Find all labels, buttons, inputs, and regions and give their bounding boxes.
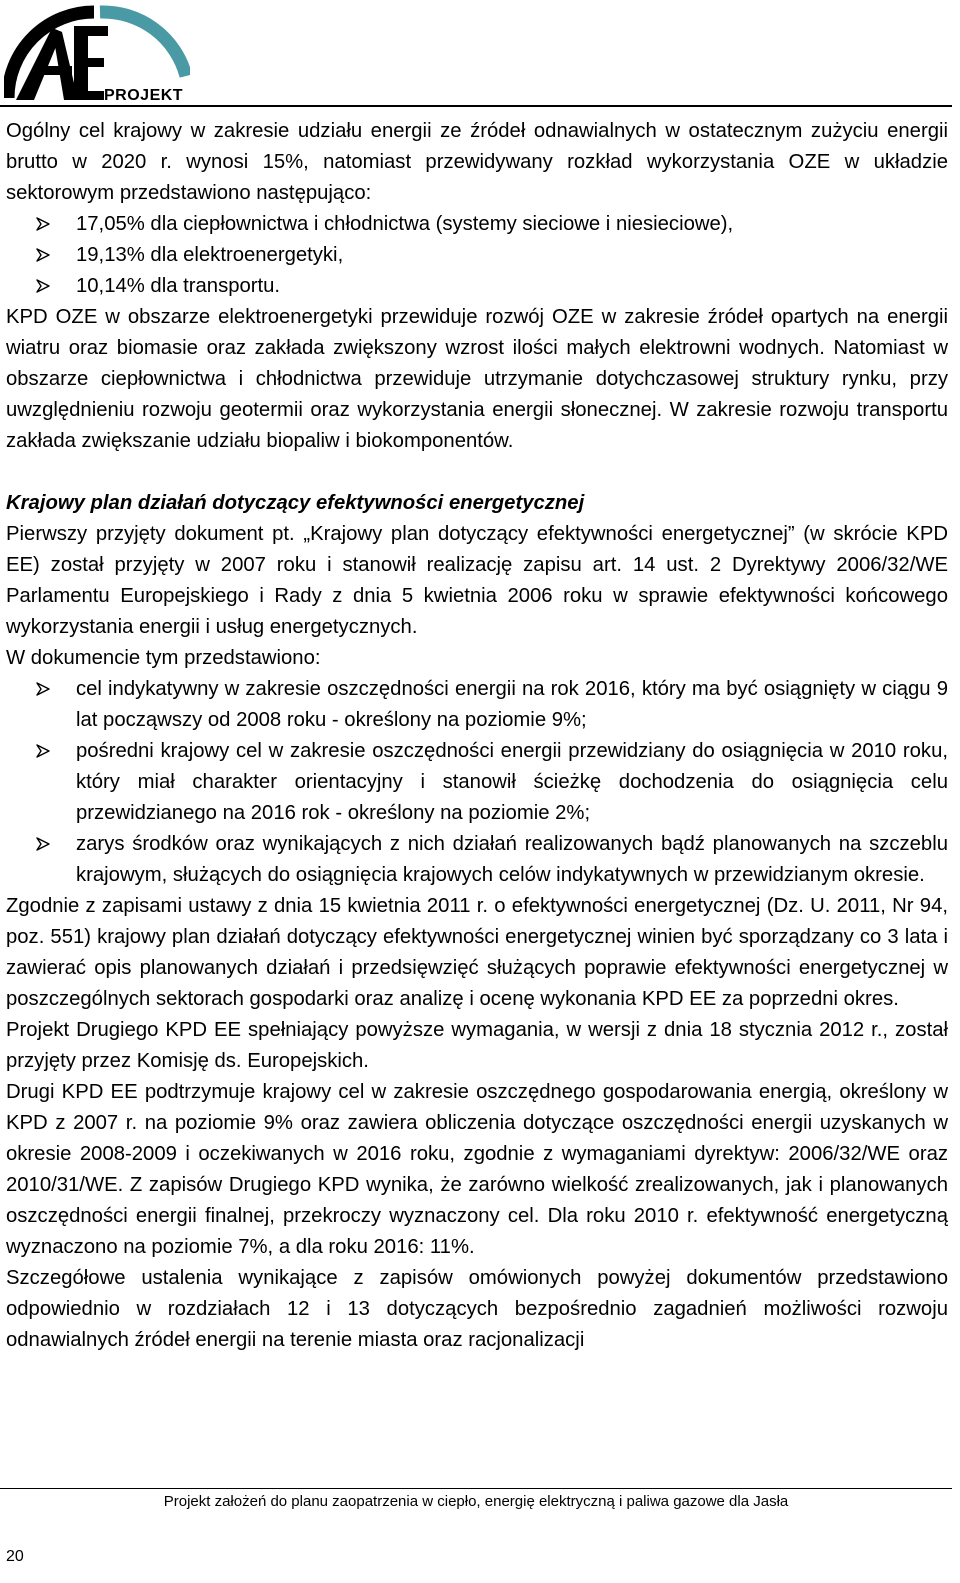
ae-projekt-logo	[4, 2, 190, 102]
document-body	[6, 116, 948, 1356]
paragraph-drugi-kpd: Drugi KPD EE podtrzymuje krajowy cel w zakresie oszczędnego gospodarowania energią, określony w KPD z 2007 r. na poziomie 9% oraz zawiera obliczenia dotyczące oszczędności energii uzyskanych w okresie 2008-2009 i oczekiwanych w 2016 roku, zgodnie z wymaganiami dyrektyw: 2006/32/WE oraz 2010/31/WE. Z zapisów Drugiego KPD wynika, że zarówno wielkość zrealizowanych, jak i planowanych oszczędności energii finalnej, przekroczy wyznaczony cel. Dla roku 2010 r. efektywność energetyczną wyznaczono na poziomie 7%, a dla roku 2016: 11%.	[6, 1081, 948, 1258]
arrowhead-bullet-icon	[36, 736, 52, 767]
paragraph-ustalenia: Szczegółowe ustalenia wynikające z zapisów omówionych powyżej dokumentów przedstawiono odpowiednio w rozdziałach 12 i 13 dotyczących bezpośrednio zagadnień możliwości rozwoju odnawialnych źródeł energii na terenie miasta oraz racjonalizacji	[6, 1267, 948, 1351]
arrowhead-bullet-icon	[36, 271, 52, 302]
paragraph-kpd-oze: KPD OZE w obszarze elektroenergetyki przewiduje rozwój OZE w zakresie źródeł opartych na energii wiatru oraz biomasie oraz zakłada zwiększony wzrost ilości małych elektrowni wodnych. Natomiast w obszarze ciepłownictwa i chłodnictwa przewiduje utrzymanie dotychczasowej struktury rynku, przy uwzględnieniu rozwoju geotermii oraz wykorzystania energii słonecznej. W zakresie rozwoju transportu zakłada zwiększanie udziału biopaliw i biokomponentów.	[6, 306, 948, 452]
list-item	[6, 271, 948, 302]
arrowhead-bullet-icon	[36, 209, 52, 240]
kpd-ee-list	[6, 674, 948, 891]
list-item-text: zarys środków oraz wynikających z nich działań realizowanych bądź planowanych na szczeblu krajowym, służących do osiągnięcia krajowych celów indykatywnych w przewidzianym okresie.	[76, 833, 948, 886]
list-item	[6, 736, 948, 829]
list-item-text: 19,13% dla elektroenergetyki,	[76, 244, 344, 266]
footer-title: Projekt założeń do planu zaopatrzenia w ciepło, energię elektryczną i paliwa gazowe dla Jasła	[163, 1493, 789, 1510]
logo-text: PROJEKT	[104, 87, 184, 102]
paragraph-kpd-ee: Pierwszy przyjęty dokument pt. „Krajowy plan dotyczący efektywności energetycznej” (w skrócie KPD EE) został przyjęty w 2007 roku i stanowił realizację zapisu art. 14 ust. 2 Dyrektywy 2006/32/WE Parlamentu Europejskiego i Rady z dnia 5 kwietnia 2006 roku w sprawie efektywności końcowego wykorzystania energii i usług energetycznych.	[6, 523, 948, 638]
header-divider	[0, 105, 952, 107]
arrowhead-bullet-icon	[36, 829, 52, 860]
paragraph-ustawa: Zgodnie z zapisami ustawy z dnia 15 kwietnia 2011 r. o efektywności energetycznej (Dz. U. 2011, Nr 94, poz. 551) krajowy plan działań dotyczący efektywności energetycznej winien być sporządzany co 3 lata i zawierać opis planowanych działań i przedsięwzięć służących poprawie efektywności energetycznej w poszczególnych sektorach gospodarki oraz analizę i ocenę wykonania KPD EE za poprzedni okres.	[6, 895, 948, 1010]
list-item	[6, 674, 948, 736]
page-header	[0, 0, 960, 108]
arrowhead-bullet-icon	[36, 674, 52, 705]
paragraph-oze-goal: Ogólny cel krajowy w zakresie udziału energii ze źródeł odnawialnych w ostatecznym zużyciu energii brutto w 2020 r. wynosi 15%, natomiast przewidywany rozkład wykorzystania OZE w układzie sektorowym przedstawiono następująco:	[6, 120, 948, 204]
list-item	[6, 829, 948, 891]
footer-divider	[0, 1488, 952, 1489]
oze-sector-list	[6, 209, 948, 302]
list-item	[6, 240, 948, 271]
list-item-text: 17,05% dla ciepłownictwa i chłodnictwa (systemy sieciowe i niesieciowe),	[76, 213, 734, 235]
list-item-text: cel indykatywny w zakresie oszczędności energii na rok 2016, który ma być osiągnięty w ciągu 9 lat począwszy od 2008 roku - określony na poziomie 9%;	[76, 678, 948, 731]
spacer	[6, 457, 948, 488]
page-number: 20	[6, 1548, 24, 1565]
list-item	[6, 209, 948, 240]
list-item-text: pośredni krajowy cel w zakresie oszczędności energii przewidziany do osiągnięcia w 2010 roku, który miał charakter orientacyjny i stanowił ścieżkę dochodzenia do osiągnięcia celu przewidzianego na 2016 rok - określony na poziomie 2%;	[76, 740, 948, 824]
paragraph-intro: W dokumencie tym przedstawiono:	[6, 647, 321, 669]
section-heading: Krajowy plan działań dotyczący efektywności energetycznej	[6, 492, 585, 514]
paragraph-projekt: Projekt Drugiego KPD EE spełniający powyższe wymagania, w wersji z dnia 18 stycznia 2012 r., został przyjęty przez Komisję ds. Europejskich.	[6, 1019, 948, 1072]
arrowhead-bullet-icon	[36, 240, 52, 271]
list-item-text: 10,14% dla transportu.	[76, 275, 281, 297]
